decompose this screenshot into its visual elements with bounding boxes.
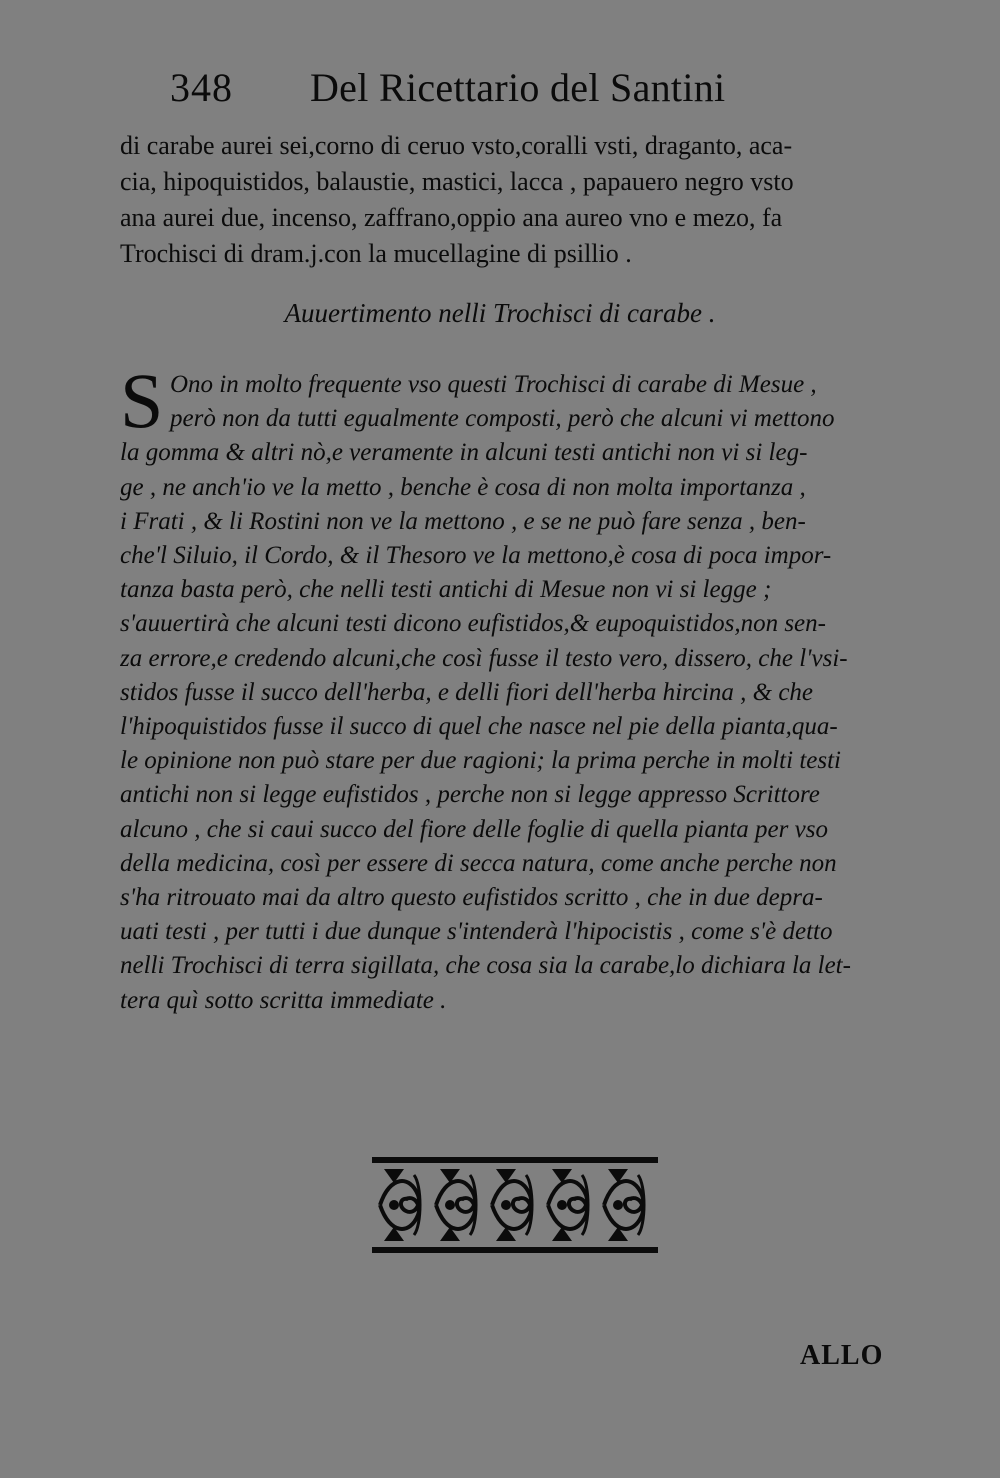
text-line: l'hipoquistidos fusse il succo di quel che nasce nel pie della pianta,qua- — [120, 713, 838, 741]
text-line: della medicina, così per essere di secca natura, come anche perche non — [120, 849, 837, 877]
text-line: Trochisci di dram.j.con la mucellagine di psillio . — [120, 239, 632, 268]
page-number: 348 — [170, 65, 233, 110]
floral-fleuron-band-icon — [370, 1155, 660, 1255]
text-line: s'ha ritrouato mai da altro questo eufistidos scritto , che in due depra- — [120, 884, 823, 912]
section-heading: Auuertimento nelli Trochisci di carabe . — [284, 298, 716, 328]
text-line: cia, hipoquistidos, balaustie, mastici, lacca , papauero negro vsto — [120, 167, 794, 196]
text-line: le opinione non può stare per due ragioni; la prima perche in molti testi — [120, 747, 841, 775]
catchword: ALLO — [800, 1340, 884, 1371]
text-line: stidos fusse il succo dell'herba, e delli fiori dell'herba hircina , & che — [120, 678, 814, 706]
lead-paragraph — [120, 128, 925, 272]
text-line: nelli Trochisci di terra sigillata, che cosa sia la carabe,lo dichiara la let- — [120, 952, 851, 980]
text-line: di carabe aurei sei,corno di ceruo vsto,coralli vsti, draganto, aca- — [120, 131, 793, 160]
text-line: Ono in molto frequente vso questi Trochisci di carabe di Mesue , — [170, 371, 817, 398]
text-line: alcuno , che si caui succo del fiore delle foglie di quella pianta per vso — [120, 815, 828, 843]
text-line: che'l Siluio, il Cordo, & il Thesoro ve la mettono,è cosa di poca impor- — [120, 542, 832, 570]
running-title: Del Ricettario del Santini — [310, 65, 726, 110]
text-line: uati testi , per tutti i due dunque s'intenderà l'hipocistis , come s'è detto — [120, 918, 833, 946]
text-line: ge , ne anch'io ve la metto , benche è cosa di non molta importanza , — [120, 473, 806, 501]
text-line: za errore,e credendo alcuni,che così fusse il testo vero, dissero, che l'vsi- — [120, 644, 848, 672]
text-line: s'auuertirà che alcuni testi dicono eufistidos,& eupoquistidos,non sen- — [120, 610, 826, 638]
drop-cap: S — [120, 357, 164, 444]
text-line: però non da tutti egualmente composti, però che alcuni vi mettono — [170, 405, 835, 433]
text-line: ana aurei due, incenso, zaffrano,oppio ana aureo vno e mezo, fa — [120, 203, 783, 232]
page-header — [170, 64, 770, 124]
text-line: la gomma & altri nò,e veramente in alcuni testi antichi non vi si leg- — [120, 439, 808, 467]
text-line: antichi non si legge eufistidos , perche non si legge appresso Scrittore — [120, 781, 820, 809]
text-line: tera quì sotto scritta immediate . — [120, 986, 447, 1014]
body-paragraph — [120, 368, 925, 1018]
text-line: i Frati , & li Rostini non ve la mettono , e se ne può fare senza , ben- — [120, 507, 806, 535]
text-line: tanza basta però, che nelli testi antichi di Mesue non vi si legge ; — [120, 576, 772, 604]
